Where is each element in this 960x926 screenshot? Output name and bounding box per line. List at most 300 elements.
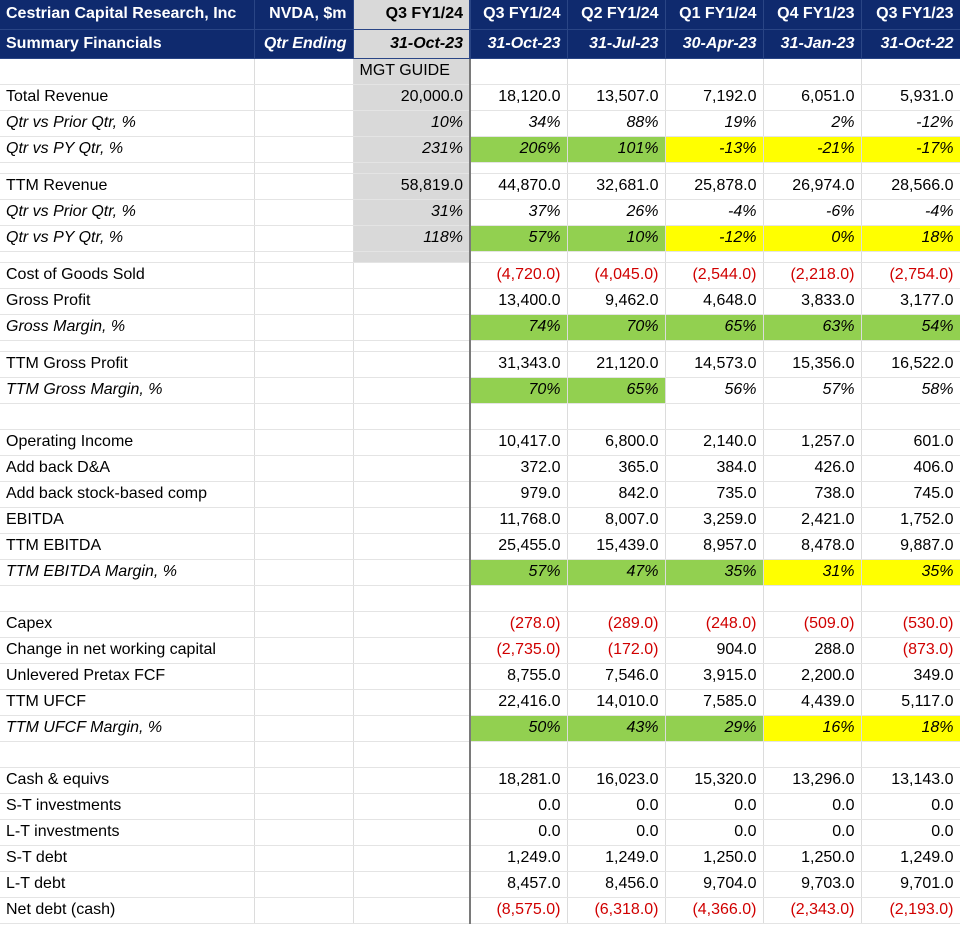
row-label: TTM UFCF: [0, 689, 254, 715]
spacer-row: [0, 741, 960, 767]
value-cell: 3,833.0: [763, 288, 861, 314]
row-label: TTM Revenue: [0, 173, 254, 199]
cell-empty: [353, 897, 470, 923]
col-quarter: Q4 FY1/23: [763, 0, 861, 29]
col-quarter: Q3 FY1/23: [861, 0, 960, 29]
value-cell: 13,296.0: [763, 767, 861, 793]
value-cell: 9,703.0: [763, 871, 861, 897]
value-cell: (4,366.0): [665, 897, 763, 923]
value-cell: -17%: [861, 136, 960, 162]
value-cell: 25,455.0: [470, 533, 567, 559]
value-cell: 19%: [665, 110, 763, 136]
value-cell: 70%: [567, 314, 665, 340]
cell-empty: [254, 741, 353, 767]
header-row-1: [0, 0, 960, 29]
cell-empty: [254, 845, 353, 871]
table-row: [0, 897, 960, 923]
cell-empty: [254, 897, 353, 923]
cell-empty: [254, 455, 353, 481]
cell-empty: [353, 663, 470, 689]
value-cell: (6,318.0): [567, 897, 665, 923]
value-cell: 0.0: [567, 819, 665, 845]
cell-empty: [254, 314, 353, 340]
cell-empty: [254, 767, 353, 793]
row-label: TTM UFCF Margin, %: [0, 715, 254, 741]
cell-empty: [353, 611, 470, 637]
value-cell: 44,870.0: [470, 173, 567, 199]
value-cell: 0.0: [470, 793, 567, 819]
table-row: [0, 288, 960, 314]
value-cell: 1,249.0: [567, 845, 665, 871]
value-cell: 35%: [665, 559, 763, 585]
value-cell: 10,417.0: [470, 429, 567, 455]
value-cell: 37%: [470, 199, 567, 225]
guide-value: 20,000.0: [353, 84, 470, 110]
value-cell: 0.0: [861, 793, 960, 819]
value-cell: 0.0: [470, 819, 567, 845]
cell-empty: [254, 225, 353, 251]
cell-empty: [470, 741, 567, 767]
table-row: [0, 314, 960, 340]
value-cell: 0.0: [861, 819, 960, 845]
value-cell: (2,218.0): [763, 262, 861, 288]
value-cell: 43%: [567, 715, 665, 741]
value-cell: 35%: [861, 559, 960, 585]
cell-empty: [0, 741, 254, 767]
cell-empty: [254, 871, 353, 897]
row-label: S-T debt: [0, 845, 254, 871]
table-row: [0, 689, 960, 715]
value-cell: -6%: [763, 199, 861, 225]
cell-empty: [353, 251, 470, 262]
value-cell: 70%: [470, 377, 567, 403]
cell-empty: [353, 767, 470, 793]
row-label: Operating Income: [0, 429, 254, 455]
cell-empty: [470, 251, 567, 262]
value-cell: 406.0: [861, 455, 960, 481]
cell-empty: [254, 507, 353, 533]
cell-empty: [0, 585, 254, 611]
value-cell: (4,720.0): [470, 262, 567, 288]
cell-empty: [353, 340, 470, 351]
value-cell: (509.0): [763, 611, 861, 637]
cell-empty: [254, 136, 353, 162]
guide-value: 31%: [353, 199, 470, 225]
table-row: [0, 199, 960, 225]
value-cell: 601.0: [861, 429, 960, 455]
table-row: [0, 225, 960, 251]
value-cell: 13,400.0: [470, 288, 567, 314]
cell-empty: [254, 351, 353, 377]
value-cell: (289.0): [567, 611, 665, 637]
guide-label-row: [0, 58, 960, 84]
cell-empty: [353, 429, 470, 455]
cell-empty: [567, 162, 665, 173]
cell-empty: [665, 741, 763, 767]
value-cell: 738.0: [763, 481, 861, 507]
table-row: [0, 533, 960, 559]
value-cell: -4%: [861, 199, 960, 225]
value-cell: 21,120.0: [567, 351, 665, 377]
cell-empty: [254, 110, 353, 136]
spacer-row: [0, 340, 960, 351]
value-cell: 63%: [763, 314, 861, 340]
cell-empty: [254, 340, 353, 351]
cell-empty: [861, 58, 960, 84]
cell-empty: [353, 351, 470, 377]
value-cell: 11,768.0: [470, 507, 567, 533]
value-cell: 8,478.0: [763, 533, 861, 559]
cell-empty: [353, 288, 470, 314]
value-cell: (2,193.0): [861, 897, 960, 923]
value-cell: 31%: [763, 559, 861, 585]
value-cell: 54%: [861, 314, 960, 340]
row-label: Change in net working capital: [0, 637, 254, 663]
value-cell: -4%: [665, 199, 763, 225]
row-label: Cash & equivs: [0, 767, 254, 793]
value-cell: 2%: [763, 110, 861, 136]
cell-empty: [353, 559, 470, 585]
cell-empty: [0, 162, 254, 173]
value-cell: 979.0: [470, 481, 567, 507]
spacer-row: [0, 162, 960, 173]
value-cell: 18%: [861, 225, 960, 251]
value-cell: 57%: [470, 559, 567, 585]
value-cell: (4,045.0): [567, 262, 665, 288]
row-label: Net debt (cash): [0, 897, 254, 923]
cell-empty: [861, 340, 960, 351]
cell-empty: [861, 585, 960, 611]
value-cell: 101%: [567, 136, 665, 162]
row-label: Total Revenue: [0, 84, 254, 110]
value-cell: 349.0: [861, 663, 960, 689]
table-row: [0, 173, 960, 199]
cell-empty: [861, 251, 960, 262]
cell-empty: [567, 251, 665, 262]
value-cell: 31,343.0: [470, 351, 567, 377]
value-cell: 5,931.0: [861, 84, 960, 110]
value-cell: 7,546.0: [567, 663, 665, 689]
value-cell: 9,701.0: [861, 871, 960, 897]
table-row: [0, 507, 960, 533]
cell-empty: [353, 585, 470, 611]
cell-empty: [254, 262, 353, 288]
value-cell: 1,250.0: [665, 845, 763, 871]
value-cell: 365.0: [567, 455, 665, 481]
value-cell: 14,573.0: [665, 351, 763, 377]
cell-empty: [353, 845, 470, 871]
value-cell: 372.0: [470, 455, 567, 481]
cell-empty: [763, 58, 861, 84]
value-cell: 26%: [567, 199, 665, 225]
value-cell: 0%: [763, 225, 861, 251]
value-cell: 25,878.0: [665, 173, 763, 199]
value-cell: 288.0: [763, 637, 861, 663]
value-cell: 8,457.0: [470, 871, 567, 897]
value-cell: 29%: [665, 715, 763, 741]
table-row: [0, 429, 960, 455]
value-cell: -12%: [665, 225, 763, 251]
guide-value: 10%: [353, 110, 470, 136]
cell-empty: [763, 162, 861, 173]
col-date: 31-Oct-23: [470, 29, 567, 58]
value-cell: (2,343.0): [763, 897, 861, 923]
table-row: [0, 481, 960, 507]
value-cell: 3,915.0: [665, 663, 763, 689]
value-cell: 8,456.0: [567, 871, 665, 897]
spacer-row: [0, 403, 960, 429]
cell-empty: [470, 340, 567, 351]
qtr-ending-label: Qtr Ending: [254, 29, 353, 58]
value-cell: -12%: [861, 110, 960, 136]
cell-empty: [665, 58, 763, 84]
value-cell: 65%: [567, 377, 665, 403]
value-cell: 8,957.0: [665, 533, 763, 559]
value-cell: (2,754.0): [861, 262, 960, 288]
value-cell: 14,010.0: [567, 689, 665, 715]
cell-empty: [254, 819, 353, 845]
cell-empty: [665, 340, 763, 351]
value-cell: 57%: [470, 225, 567, 251]
table-row: [0, 351, 960, 377]
cell-empty: [665, 403, 763, 429]
cell-empty: [353, 871, 470, 897]
value-cell: 15,356.0: [763, 351, 861, 377]
cell-empty: [353, 377, 470, 403]
value-cell: 7,585.0: [665, 689, 763, 715]
row-label: Unlevered Pretax FCF: [0, 663, 254, 689]
cell-empty: [763, 340, 861, 351]
cell-empty: [861, 162, 960, 173]
col-date: 31-Oct-22: [861, 29, 960, 58]
value-cell: 58%: [861, 377, 960, 403]
cell-empty: [353, 715, 470, 741]
value-cell: 3,259.0: [665, 507, 763, 533]
cell-empty: [353, 314, 470, 340]
row-label: Gross Margin, %: [0, 314, 254, 340]
guide-col-quarter: Q3 FY1/24: [353, 0, 470, 29]
table-row: [0, 611, 960, 637]
value-cell: (278.0): [470, 611, 567, 637]
row-label: TTM EBITDA Margin, %: [0, 559, 254, 585]
value-cell: 57%: [763, 377, 861, 403]
cell-empty: [353, 262, 470, 288]
spacer-row: [0, 251, 960, 262]
value-cell: 50%: [470, 715, 567, 741]
value-cell: 10%: [567, 225, 665, 251]
value-cell: 56%: [665, 377, 763, 403]
value-cell: 0.0: [567, 793, 665, 819]
guide-value: 58,819.0: [353, 173, 470, 199]
value-cell: 1,257.0: [763, 429, 861, 455]
value-cell: 7,192.0: [665, 84, 763, 110]
value-cell: -21%: [763, 136, 861, 162]
row-label: TTM Gross Profit: [0, 351, 254, 377]
cell-empty: [254, 403, 353, 429]
table-row: [0, 559, 960, 585]
cell-empty: [254, 689, 353, 715]
value-cell: (530.0): [861, 611, 960, 637]
table-row: [0, 819, 960, 845]
value-cell: 18,281.0: [470, 767, 567, 793]
value-cell: 4,439.0: [763, 689, 861, 715]
cell-empty: [254, 637, 353, 663]
table-row: [0, 871, 960, 897]
col-quarter: Q3 FY1/24: [470, 0, 567, 29]
cell-empty: [567, 403, 665, 429]
cell-empty: [665, 585, 763, 611]
cell-empty: [0, 251, 254, 262]
cell-empty: [353, 533, 470, 559]
row-label: S-T investments: [0, 793, 254, 819]
row-label: Qtr vs Prior Qtr, %: [0, 199, 254, 225]
col-date: 31-Jan-23: [763, 29, 861, 58]
table-row: [0, 377, 960, 403]
row-label: Capex: [0, 611, 254, 637]
cell-empty: [353, 455, 470, 481]
table-row: [0, 455, 960, 481]
spacer-row: [0, 585, 960, 611]
value-cell: 16,023.0: [567, 767, 665, 793]
cell-empty: [353, 403, 470, 429]
guide-label: MGT GUIDE: [353, 58, 470, 84]
table-row: [0, 262, 960, 288]
cell-empty: [665, 251, 763, 262]
value-cell: (2,735.0): [470, 637, 567, 663]
cell-empty: [254, 793, 353, 819]
table-row: [0, 84, 960, 110]
value-cell: 426.0: [763, 455, 861, 481]
cell-empty: [254, 251, 353, 262]
cell-empty: [254, 288, 353, 314]
value-cell: 735.0: [665, 481, 763, 507]
cell-empty: [470, 403, 567, 429]
cell-empty: [353, 689, 470, 715]
value-cell: (248.0): [665, 611, 763, 637]
table-row: [0, 637, 960, 663]
cell-empty: [254, 377, 353, 403]
guide-value: 231%: [353, 136, 470, 162]
table-row: [0, 715, 960, 741]
cell-empty: [254, 162, 353, 173]
cell-empty: [353, 741, 470, 767]
value-cell: 9,704.0: [665, 871, 763, 897]
row-label: Qtr vs PY Qtr, %: [0, 225, 254, 251]
value-cell: 15,439.0: [567, 533, 665, 559]
row-label: TTM EBITDA: [0, 533, 254, 559]
value-cell: 1,752.0: [861, 507, 960, 533]
value-cell: 18,120.0: [470, 84, 567, 110]
row-label: Qtr vs Prior Qtr, %: [0, 110, 254, 136]
value-cell: 16,522.0: [861, 351, 960, 377]
col-quarter: Q1 FY1/24: [665, 0, 763, 29]
value-cell: 15,320.0: [665, 767, 763, 793]
value-cell: 3,177.0: [861, 288, 960, 314]
cell-empty: [567, 340, 665, 351]
value-cell: 904.0: [665, 637, 763, 663]
value-cell: 0.0: [763, 793, 861, 819]
row-label: TTM Gross Margin, %: [0, 377, 254, 403]
cell-empty: [254, 429, 353, 455]
cell-empty: [353, 793, 470, 819]
cell-empty: [470, 162, 567, 173]
value-cell: 0.0: [665, 819, 763, 845]
value-cell: (873.0): [861, 637, 960, 663]
cell-empty: [0, 340, 254, 351]
cell-empty: [254, 199, 353, 225]
row-label: Gross Profit: [0, 288, 254, 314]
value-cell: 206%: [470, 136, 567, 162]
value-cell: 2,421.0: [763, 507, 861, 533]
row-label: Qtr vs PY Qtr, %: [0, 136, 254, 162]
guide-value: 118%: [353, 225, 470, 251]
cell-empty: [353, 507, 470, 533]
value-cell: 1,250.0: [763, 845, 861, 871]
cell-empty: [763, 403, 861, 429]
value-cell: (172.0): [567, 637, 665, 663]
cell-empty: [353, 162, 470, 173]
value-cell: 6,051.0: [763, 84, 861, 110]
cell-empty: [763, 741, 861, 767]
value-cell: (2,544.0): [665, 262, 763, 288]
cell-empty: [763, 251, 861, 262]
value-cell: 22,416.0: [470, 689, 567, 715]
row-label: L-T debt: [0, 871, 254, 897]
guide-col-date: 31-Oct-23: [353, 29, 470, 58]
value-cell: 13,507.0: [567, 84, 665, 110]
value-cell: 74%: [470, 314, 567, 340]
table-row: [0, 793, 960, 819]
value-cell: 26,974.0: [763, 173, 861, 199]
cell-empty: [254, 611, 353, 637]
table-row: [0, 110, 960, 136]
cell-empty: [254, 481, 353, 507]
value-cell: 2,140.0: [665, 429, 763, 455]
cell-empty: [353, 637, 470, 663]
value-cell: 1,249.0: [470, 845, 567, 871]
value-cell: 9,887.0: [861, 533, 960, 559]
cell-empty: [254, 715, 353, 741]
table-row: [0, 767, 960, 793]
value-cell: 745.0: [861, 481, 960, 507]
value-cell: 384.0: [665, 455, 763, 481]
value-cell: 65%: [665, 314, 763, 340]
value-cell: 0.0: [665, 793, 763, 819]
table-row: [0, 136, 960, 162]
ticker-label: NVDA, $m: [254, 0, 353, 29]
cell-empty: [0, 403, 254, 429]
company-name: Cestrian Capital Research, Inc: [0, 0, 254, 29]
row-label: Add back D&A: [0, 455, 254, 481]
value-cell: 88%: [567, 110, 665, 136]
cell-empty: [0, 58, 254, 84]
col-date: 31-Jul-23: [567, 29, 665, 58]
cell-empty: [254, 533, 353, 559]
value-cell: 4,648.0: [665, 288, 763, 314]
cell-empty: [254, 663, 353, 689]
value-cell: 8,007.0: [567, 507, 665, 533]
cell-empty: [861, 403, 960, 429]
table-row: [0, 663, 960, 689]
row-label: Cost of Goods Sold: [0, 262, 254, 288]
cell-empty: [567, 58, 665, 84]
value-cell: 0.0: [763, 819, 861, 845]
row-label: Add back stock-based comp: [0, 481, 254, 507]
value-cell: 6,800.0: [567, 429, 665, 455]
header-row-2: [0, 29, 960, 58]
report-subtitle: Summary Financials: [0, 29, 254, 58]
cell-empty: [254, 58, 353, 84]
